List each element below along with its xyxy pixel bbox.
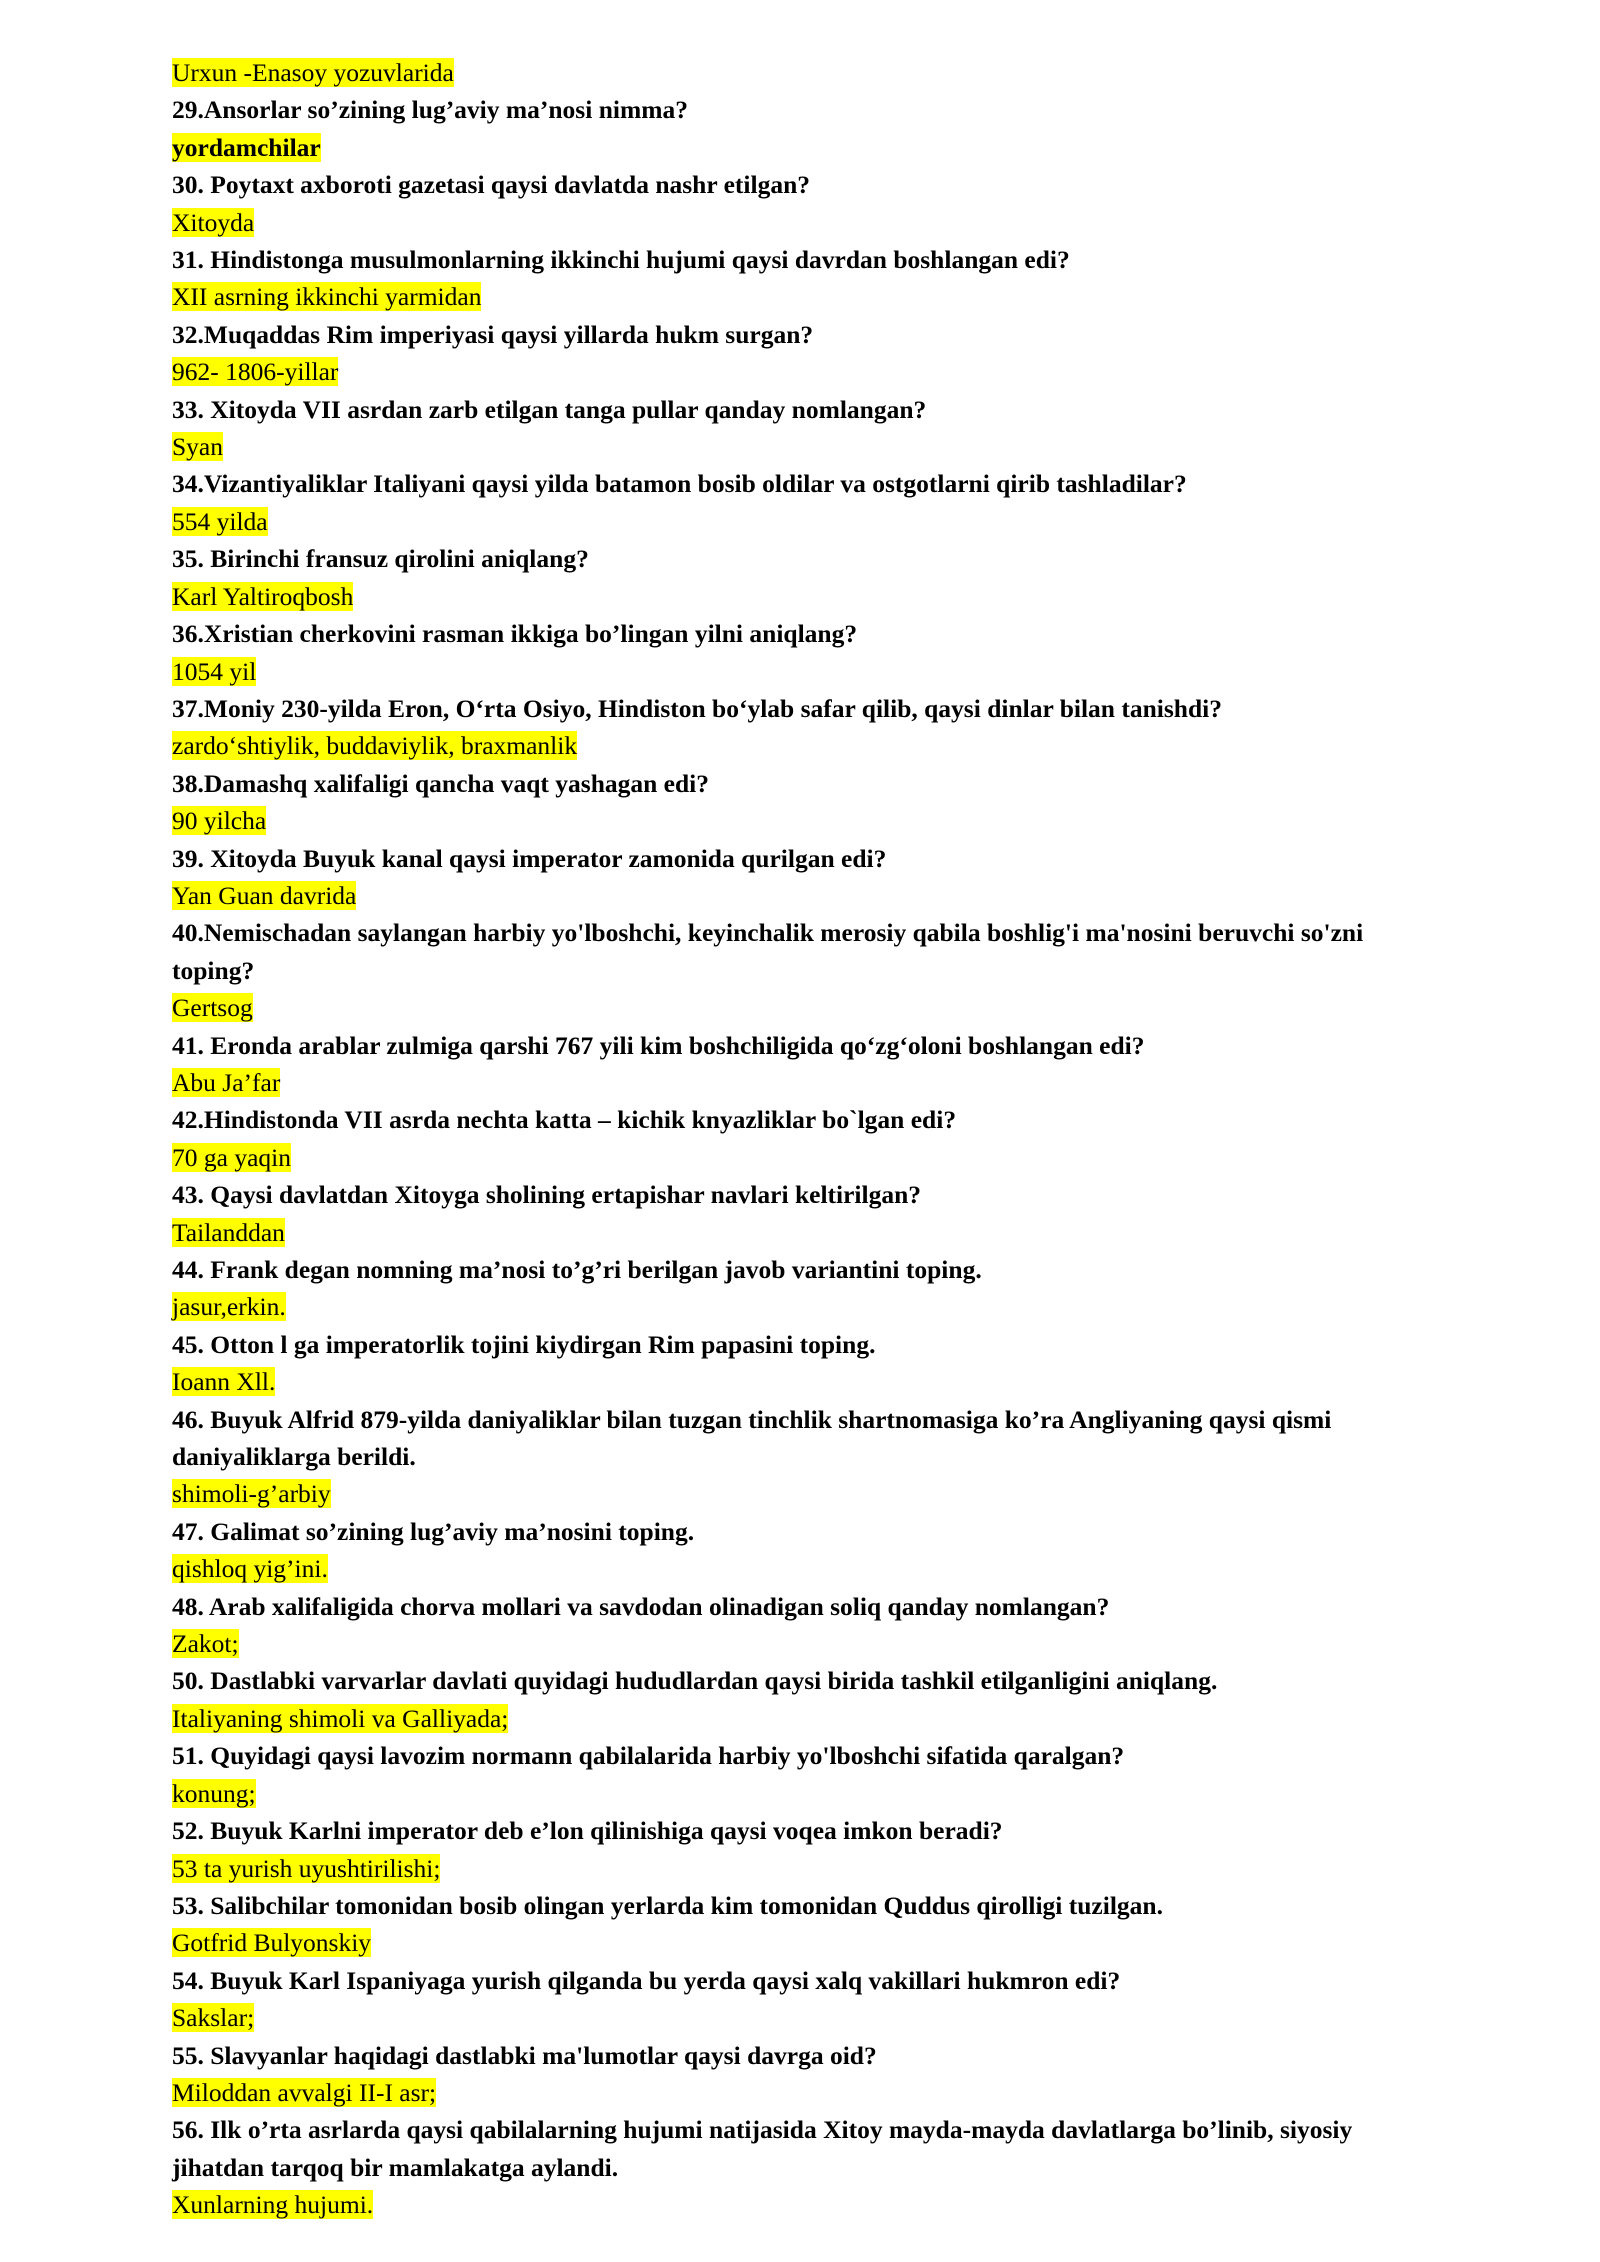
answer-highlighted-text: Urxun -Enasoy yozuvlarida [172,58,454,87]
question-line [172,1176,1450,1213]
answer-highlighted-text: 1054 yil [172,656,257,686]
answer-highlighted-text: qishloq yig’ini. [172,1554,328,1584]
question-text: 34.Vizantiyaliklar Italiyani qaysi yilda batamon bosib oldilar va ostgotlarni qirib tashladilar? [172,469,1187,499]
question-text: 47. Galimat so’zining lug’aviy ma’nosini toping. [172,1516,695,1546]
question-line [172,316,1450,353]
question-line [172,1887,1450,1924]
answer-line [172,503,1450,540]
question-line [172,1812,1450,1849]
answer-highlighted-text: 962- 1806-yillar [172,357,339,387]
question-line [172,2111,1450,2186]
answer-highlighted-text: Italiyaning shimoli va Galliyada; [172,1703,509,1733]
question-text: 31. Hindistonga musulmonlarning ikkinchi hujumi qaysi davrdan boshlangan edi? [172,245,1070,275]
question-line [172,2037,1450,2074]
answer-line [172,1475,1450,1512]
answer-highlighted-text: Gotfrid Bulyonskiy [172,1928,372,1958]
question-text: 51. Quyidagi qaysi lavozim normann qabilalarida harbiy yo'lboshchi sifatida qaralgan? [172,1741,1125,1771]
answer-highlighted-text: Tailanddan [172,1217,285,1247]
question-text: 30. Poytaxt axboroti gazetasi qaysi davlatda nashr etilgan? [172,170,810,200]
question-line [172,765,1450,802]
answer-line [172,727,1450,764]
answer-highlighted-text: Syan [172,432,223,462]
question-text: 35. Birinchi fransuz qirolini aniqlang? [172,544,589,574]
question-line [172,540,1450,577]
answer-highlighted-text: XII asrning ikkinchi yarmidan [172,282,482,312]
question-line [172,690,1450,727]
answer-line [172,353,1450,390]
answer-highlighted-text: 53 ta yurish uyushtirilishi; [172,1853,441,1883]
answer-line [172,2074,1450,2111]
question-text: 45. Otton l ga imperatorlik tojini kiydirgan Rim papasini toping. [172,1329,876,1359]
answer-line [172,578,1450,615]
question-text: 39. Xitoyda Buyuk kanal qaysi imperator zamonida qurilgan edi? [172,843,887,873]
question-text: 52. Buyuk Karlni imperator deb e’lon qilinishiga qaysi voqea imkon beradi? [172,1816,1003,1846]
question-text: 37.Moniy 230-yilda Eron, O‘rta Osiyo, Hindiston bo‘ylab safar qilib, qaysi dinlar bilan tanishdi? [172,693,1222,723]
answer-highlighted-text: yordamchilar [172,132,321,162]
answer-highlighted-text: 554 yilda [172,506,268,536]
question-text: 44. Frank degan nomning ma’nosi to’g’ri berilgan javob variantini toping. [172,1255,982,1284]
question-line [172,840,1450,877]
answer-highlighted-text: zardo‘shtiylik, buddaviylik, braxmanlik [172,731,578,761]
answer-line [172,1700,1450,1737]
answer-line [172,54,1450,91]
question-line [172,91,1450,128]
answer-line [172,278,1450,315]
question-line [172,1251,1450,1288]
question-text: 38.Damashq xalifaligi qancha vaqt yashagan edi? [172,768,710,798]
question-text: 40.Nemischadan saylangan harbiy yo'lboshchi, keyinchalik merosiy qabila boshlig'i ma'nosini beruvchi so'zni toping? [172,918,1364,985]
question-text: 33. Xitoyda VII asrdan zarb etilgan tanga pullar qanday nomlangan? [172,394,927,424]
question-line [172,1962,1450,1999]
answer-highlighted-text: 70 ga yaqin [172,1142,291,1172]
answer-highlighted-text: Abu Ja’far [172,1067,281,1097]
question-line [172,1326,1450,1363]
answer-line [172,428,1450,465]
answer-highlighted-text: Sakslar; [172,2003,255,2033]
answer-line [172,129,1450,166]
question-line [172,1401,1450,1476]
question-text: 32.Muqaddas Rim imperiyasi qaysi yillarda hukm surgan? [172,319,814,349]
answer-line [172,1064,1450,1101]
question-line [172,914,1450,989]
answer-highlighted-text: Yan Guan davrida [172,880,357,910]
answer-highlighted-text: Ioann Xll. [172,1367,276,1397]
answer-highlighted-text: Zakot; [172,1629,239,1659]
question-text: 42.Hindistonda VII asrda nechta katta – kichik knyazliklar bo`lgan edi? [172,1105,957,1135]
question-line [172,391,1450,428]
question-text: 46. Buyuk Alfrid 879-yilda daniyaliklar bilan tuzgan tinchlik shartnomasiga ko’ra Angliyaning qaysi qismi daniyaliklarga berildi. [172,1404,1332,1472]
question-text: 50. Dastlabki varvarlar davlati quyidagi hududlardan qaysi birida tashkil etilganligini aniqlang. [172,1666,1218,1696]
answer-line [172,802,1450,839]
question-text: 29.Ansorlar so’zining lug’aviy ma’nosi nimma? [172,95,688,125]
question-text: 56. Ilk o’rta asrlarda qaysi qabilalarning hujumi natijasida Xitoy mayda-mayda davlatlarga bo’linib, siyosiy jihatdan tarqoq bir mamlakatga aylandi. [172,2115,1353,2182]
answer-highlighted-text: Xunlarning hujumi. [172,2190,374,2220]
answer-line [172,1850,1450,1887]
question-text: 53. Salibchilar tomonidan bosib olingan yerlarda kim tomonidan Quddus qirolligi tuzilgan. [172,1890,1163,1920]
answer-highlighted-text: shimoli-g’arbiy [172,1479,331,1509]
question-line [172,166,1450,203]
question-line [172,1737,1450,1774]
answer-highlighted-text: 90 yilcha [172,806,267,836]
answer-line [172,1214,1450,1251]
question-text: 55. Slavyanlar haqidagi dastlabki ma'lumotlar qaysi davrga oid? [172,2040,877,2070]
question-line [172,1027,1450,1064]
answer-line [172,1139,1450,1176]
question-text: 43. Qaysi davlatdan Xitoyga sholining ertapishar navlari keltirilgan? [172,1180,922,1210]
question-line [172,1588,1450,1625]
question-line [172,465,1450,502]
answer-highlighted-text: Karl Yaltiroqbosh [172,581,354,611]
question-text: 41. Eronda arablar zulmiga qarshi 767 yili kim boshchiligida qo‘zg‘oloni boshlangan edi? [172,1030,1145,1060]
answer-highlighted-text: Gertsog [172,993,253,1023]
answer-line [172,1775,1450,1812]
answer-line [172,1288,1450,1325]
answer-line [172,1999,1450,2036]
answer-line [172,1363,1450,1400]
answer-line [172,1550,1450,1587]
answer-line [172,1625,1450,1662]
answer-line [172,1924,1450,1961]
question-text: 48. Arab xalifaligida chorva mollari va savdodan olinadigan soliq qanday nomlangan? [172,1591,1110,1621]
answer-line [172,204,1450,241]
answer-line [172,989,1450,1026]
answer-line [172,2186,1450,2223]
question-line [172,1101,1450,1138]
answer-highlighted-text: Miloddan avvalgi II-I asr; [172,2077,437,2107]
answer-line [172,877,1450,914]
question-line [172,1662,1450,1699]
question-text: 36.Xristian cherkovini rasman ikkiga bo’lingan yilni aniqlang? [172,619,858,649]
question-line [172,241,1450,278]
question-line [172,615,1450,652]
answer-highlighted-text: konung; [172,1778,256,1808]
answer-line [172,653,1450,690]
answer-highlighted-text: Xitoyda [172,207,255,237]
answer-highlighted-text: jasur,erkin. [172,1292,286,1322]
question-line [172,1513,1450,1550]
question-answer-list [172,54,1450,2224]
question-text: 54. Buyuk Karl Ispaniyaga yurish qilganda bu yerda qaysi xalq vakillari hukmron edi? [172,1965,1121,1995]
